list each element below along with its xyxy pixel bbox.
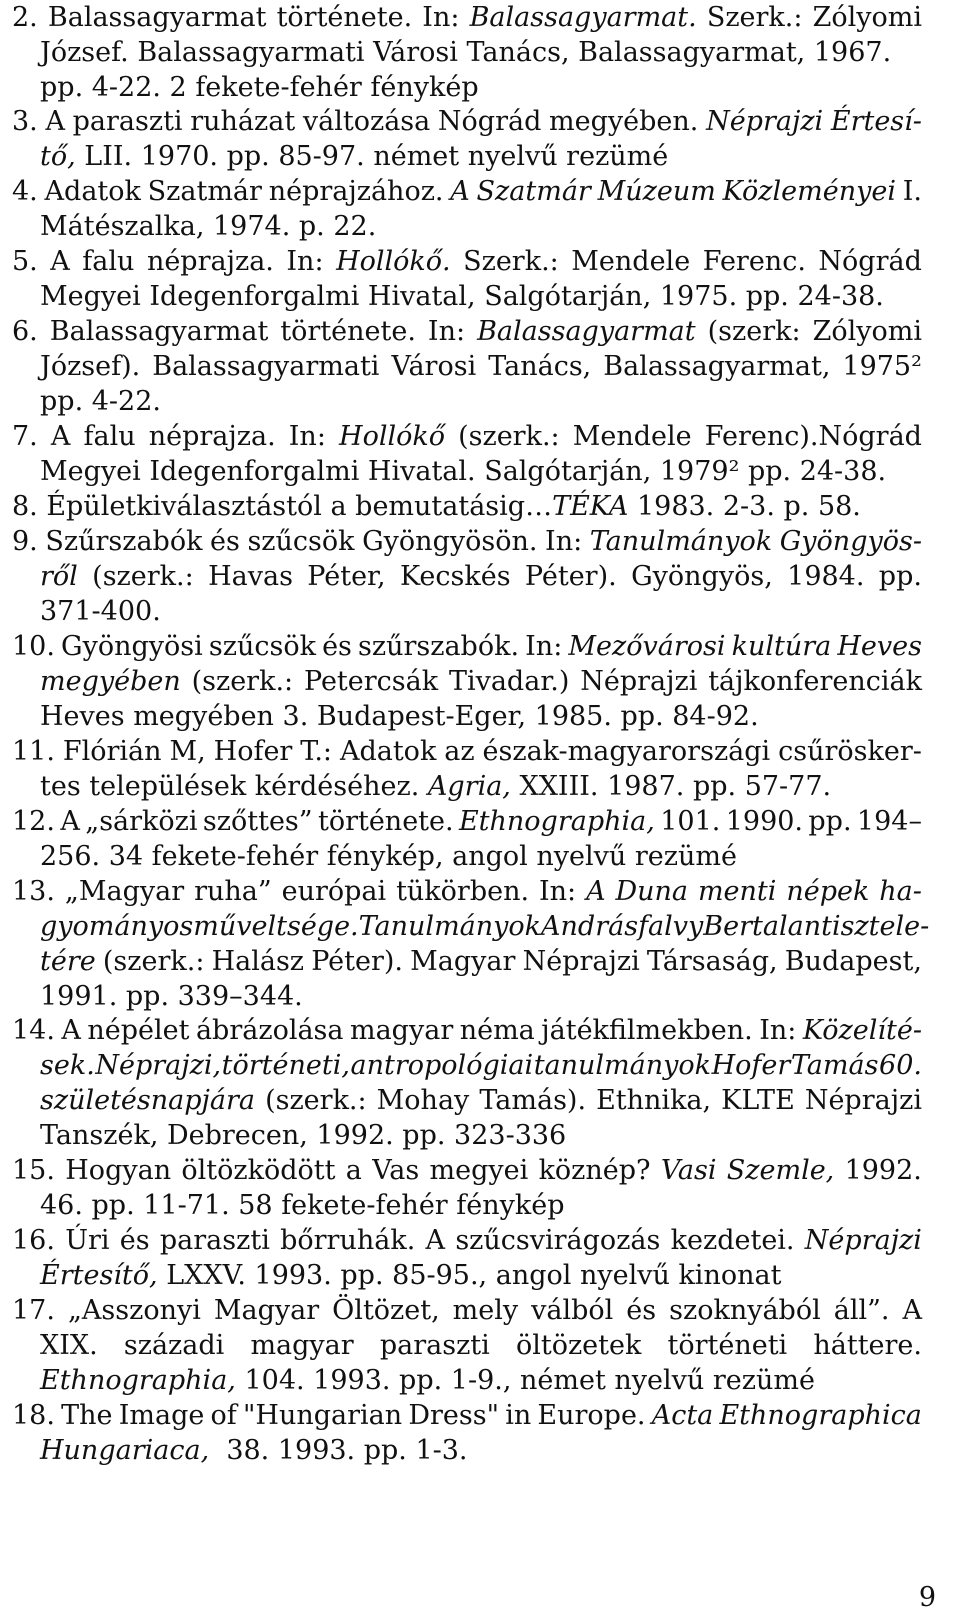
entry-text: szőttes”: [202, 806, 313, 837]
entry-text: Magyar: [410, 946, 516, 977]
italic-text: Szatmár: [476, 176, 591, 207]
entry-line: [12, 244, 922, 279]
entry-text: szűrszabók.: [358, 631, 520, 662]
entry-line: [40, 454, 922, 489]
entry-text: A: [60, 806, 80, 837]
entry-text: 15.: [12, 1155, 55, 1186]
italic-text: megyében: [40, 666, 181, 697]
entry-text: történeti: [667, 1330, 788, 1361]
entry-text: Tanács,: [488, 351, 592, 382]
italic-text: Bertalan: [703, 911, 822, 942]
italic-text: Hollókő: [339, 421, 445, 452]
entry-text: „Magyar: [64, 876, 185, 907]
entry-text: falu: [82, 246, 135, 277]
entry-text: története.: [280, 316, 416, 347]
entry-line: [40, 279, 922, 314]
entry-text: „Asszonyi: [67, 1295, 201, 1326]
entry-line: [12, 1223, 922, 1258]
italic-text: Duna: [615, 876, 689, 907]
entry-line: [40, 209, 922, 244]
italic-text: menti: [697, 876, 777, 907]
entry-text: Hofer: [213, 736, 293, 767]
entry-text: válból: [531, 1295, 614, 1326]
entry-text: In:: [288, 421, 326, 452]
entry-line: [40, 839, 922, 874]
entry-text: és: [322, 631, 352, 662]
italic-text: műveltsége.: [193, 911, 359, 942]
entry-text: of: [210, 1400, 237, 1431]
entry-text: néprajza.: [148, 421, 276, 452]
italic-text: Néprajzi,: [95, 1050, 222, 1081]
entry-text: és: [210, 526, 240, 557]
entry-text: Szűrszabók: [45, 526, 203, 557]
entry-text: szűcsök: [208, 631, 316, 662]
italic-text: Ethnographia,: [458, 806, 655, 837]
entry-text: Péter).: [524, 561, 617, 592]
entry-text: a: [345, 1155, 362, 1186]
entry-text: tükörben.: [396, 876, 530, 907]
entry-text: Havas: [208, 561, 293, 592]
entry-text: Balassagyarmat: [49, 316, 269, 347]
entry-text: LII. 1970. pp. 85-97. német nyelvű rezümé: [75, 141, 669, 172]
entry-text: (szerk.:: [265, 1085, 367, 1116]
entry-text: T.:: [300, 736, 333, 767]
italic-text: népek: [786, 876, 870, 907]
entry-text: Halász: [211, 946, 305, 977]
italic-text: antropológiai: [350, 1050, 534, 1081]
italic-text: Tanulmányok: [358, 911, 542, 942]
entry-text: Öltözet,: [332, 1295, 440, 1326]
entry-text: Kecskés: [399, 561, 511, 592]
entry-text: szoknyából: [669, 1295, 821, 1326]
entry-line: [40, 1118, 922, 1153]
italic-text: Vasi: [660, 1155, 717, 1186]
entry-text: József).: [40, 351, 141, 382]
entry-text: néma: [459, 1015, 535, 1046]
entry-line: [40, 769, 922, 804]
entry-text: néprajzához.: [268, 176, 444, 207]
italic-text: Értesí-: [830, 106, 922, 137]
entry-text: The: [61, 1400, 113, 1431]
entry-text: (szerk.:: [92, 561, 194, 592]
entry-text: XIX.: [40, 1330, 98, 1361]
entry-line: [12, 0, 922, 35]
italic-text: Agria,: [427, 771, 511, 802]
entry-text: 6.: [12, 316, 38, 347]
entry-text: 12.: [12, 806, 55, 837]
entry-text: ruházat: [190, 106, 296, 137]
entry-text: Gyöngyösi: [61, 631, 203, 662]
entry-text: KLTE: [721, 1085, 795, 1116]
entry-line: [40, 384, 922, 419]
entry-text: észak-magyarországi: [482, 736, 771, 767]
entry-text: 1975²: [842, 351, 922, 382]
entry-text: 8. Épületkiválasztástól a bemutatásig…: [12, 491, 553, 522]
entry-text: XXIII. 1987. pp. 57-77.: [510, 771, 832, 802]
entry-text: Adatok: [339, 736, 437, 767]
entry-text: In:: [286, 246, 324, 277]
entry-line: [12, 524, 922, 559]
italic-text: Balassagyarmat: [477, 316, 696, 347]
entry-line: [12, 104, 922, 139]
entry-text: pp. 4-22.: [40, 386, 161, 417]
italic-text: tő,: [40, 141, 76, 172]
entry-text: ábrázolása: [195, 1015, 344, 1046]
entry-line: [40, 349, 922, 384]
italic-text: TÉKA: [552, 491, 629, 522]
entry-text: Szerk.:: [463, 246, 559, 277]
entry-text: 4.: [12, 176, 38, 207]
entry-text: megyei: [429, 1155, 529, 1186]
entry-text: 1984.: [787, 561, 865, 592]
entry-line: [40, 594, 922, 629]
entry-text: Mendele: [571, 246, 691, 277]
entry-text: 9.: [12, 526, 38, 557]
italic-text: 60.: [879, 1050, 922, 1081]
entry-text: Image: [118, 1400, 205, 1431]
entry-line: [12, 1013, 922, 1048]
entry-text: 10.: [12, 631, 55, 662]
entry-text: Vas: [372, 1155, 420, 1186]
italic-text: tanulmányok: [533, 1050, 712, 1081]
entry-text: Ethnika,: [596, 1085, 712, 1116]
entry-text: Dress": [408, 1400, 499, 1431]
entry-text: "Hungarian: [242, 1400, 403, 1431]
entry-text: I.: [902, 176, 922, 207]
entry-text: paraszti: [159, 1225, 270, 1256]
entry-text: Flórián: [62, 736, 162, 767]
entry-line: [40, 944, 922, 979]
entry-text: paraszti: [72, 106, 183, 137]
italic-text: kultúra: [731, 631, 832, 662]
entry-line: [12, 629, 922, 664]
entry-text: Europe.: [537, 1400, 646, 1431]
entry-text: magyar: [250, 1330, 354, 1361]
italic-text: Mezővárosi: [568, 631, 726, 662]
entry-line: [12, 419, 922, 454]
entry-text: köznép?: [538, 1155, 651, 1186]
entry-text: Balassagyarmat: [47, 2, 267, 33]
entry-line: [40, 1363, 922, 1398]
entry-text: A: [45, 106, 65, 137]
italic-text: születésnapjára: [40, 1085, 256, 1116]
italic-text: Ethnographica: [719, 1400, 922, 1431]
italic-text: Tamás: [790, 1050, 879, 1081]
entry-text: Hogyan: [65, 1155, 172, 1186]
entry-line: [40, 1048, 922, 1083]
entry-text: In:: [525, 631, 563, 662]
entry-text: Városi: [391, 351, 477, 382]
entry-text: ruha”: [194, 876, 272, 907]
entry-text: Mohay: [376, 1085, 470, 1116]
entry-text: (szerk.:: [102, 946, 205, 977]
entry-text: József. Balassagyarmati Városi Tanács, Balassagyarmat, 1967.: [40, 37, 892, 68]
entry-text: A: [50, 421, 71, 452]
italic-text: Hofer: [711, 1050, 791, 1081]
entry-text: Szerk.:: [706, 2, 803, 33]
italic-text: Közleményei: [722, 176, 896, 207]
entry-text: Péter,: [307, 561, 386, 592]
entry-text: tes települések kérdéséhez.: [40, 771, 428, 802]
entry-line: [40, 1083, 922, 1118]
entry-text: 371-400.: [40, 596, 161, 627]
entry-text: A: [61, 1015, 81, 1046]
entry-line: [12, 174, 922, 209]
entry-text: M,: [169, 736, 206, 767]
entry-text: in: [505, 1400, 532, 1431]
entry-text: játékfilmekben.: [541, 1015, 753, 1046]
entry-text: Ferenc).Nógrád: [704, 421, 922, 452]
italic-text: Hollókő.: [336, 246, 451, 277]
italic-text: tisztele-: [821, 911, 930, 942]
entry-text: és: [626, 1295, 657, 1326]
entry-text: Mátészalka, 1974. p. 22.: [40, 211, 377, 242]
entry-text: népélet: [87, 1015, 190, 1046]
entry-text: 1990.: [725, 806, 804, 837]
italic-text: Andrásfalvy: [541, 911, 704, 942]
entry-text: Gyöngyös,: [631, 561, 773, 592]
entry-text: megyében.: [549, 106, 699, 137]
entry-line: [40, 559, 922, 594]
italic-text: Néprajzi: [706, 106, 824, 137]
entry-text: In:: [427, 316, 466, 347]
entry-line: [40, 1258, 922, 1293]
italic-text: Múzeum: [597, 176, 716, 207]
entry-text: 104. 1993. pp. 1-9., német nyelvű rezümé: [235, 1365, 815, 1396]
italic-text: A: [586, 876, 606, 907]
entry-line: [40, 1328, 922, 1363]
entry-line: [12, 489, 922, 524]
italic-text: gyományos: [40, 911, 194, 942]
entry-text: In:: [538, 876, 577, 907]
entry-text: Megyei Idegenforgalmi Hivatal, Salgótarján, 1975. pp. 24-38.: [40, 281, 884, 312]
entry-text: bőrruhák.: [280, 1225, 416, 1256]
entry-line: [12, 1398, 922, 1433]
entry-text: tájkonferenciák: [708, 666, 922, 697]
entry-text: LXXV. 1993. pp. 85-95., angol nyelvű kinonat: [157, 1260, 782, 1291]
entry-text: 1991. pp. 339–344.: [40, 981, 303, 1012]
entry-text: paraszti: [379, 1330, 490, 1361]
entry-text: Petercsák: [303, 666, 439, 697]
entry-text: A: [50, 246, 70, 277]
entry-text: és: [119, 1225, 150, 1256]
entry-text: Nógrád: [437, 106, 542, 137]
entry-text: Nógrád: [818, 246, 922, 277]
entry-text: Megyei Idegenforgalmi Hivatal. Salgótarján, 1979² pp. 24-38.: [40, 456, 887, 487]
entry-text: 3.: [12, 106, 38, 137]
entry-text: Úri: [65, 1225, 110, 1256]
entry-line: [40, 699, 922, 734]
entry-line: [40, 909, 930, 944]
entry-text: Ferenc.: [702, 246, 806, 277]
entry-text: csűrösker-: [778, 736, 922, 767]
entry-line: [12, 734, 922, 769]
entry-text: 1983. 2-3. p. 58.: [628, 491, 861, 522]
entry-text: 256. 34 fekete-fehér fénykép, angol nyelvű rezümé: [40, 841, 737, 872]
italic-text: Acta: [651, 1400, 714, 1431]
entry-text: magyar: [349, 1015, 454, 1046]
entry-text: (szerk.:: [191, 666, 294, 697]
entry-text: 17.: [12, 1295, 55, 1326]
italic-text: sek.: [40, 1050, 95, 1081]
entry-text: (szerk:: [707, 316, 801, 347]
entry-text: 5.: [12, 246, 38, 277]
entry-line: [12, 1293, 922, 1328]
entry-text: Budapest,: [784, 946, 922, 977]
entry-text: „sárközi: [85, 806, 198, 837]
italic-text: Gyöngyös-: [779, 526, 922, 557]
entry-line: [40, 1433, 922, 1468]
entry-text: története.: [276, 2, 413, 33]
entry-text: Néprajzi: [580, 666, 698, 697]
entry-text: változása: [302, 106, 431, 137]
entry-text: A: [425, 1225, 446, 1256]
entry-line: [40, 664, 922, 699]
entry-text: mely: [452, 1295, 519, 1326]
italic-text: Szemle,: [726, 1155, 835, 1186]
entry-text: pp. 4-22. 2 fekete-fehér fénykép: [40, 72, 479, 103]
italic-text: tére: [40, 946, 96, 977]
entry-text: In:: [545, 526, 583, 557]
italic-text: A: [450, 176, 470, 207]
entry-line: [12, 804, 922, 839]
entry-text: 1992.: [844, 1155, 922, 1186]
entry-text: 2.: [12, 2, 38, 33]
entry-text: néprajza.: [146, 246, 274, 277]
entry-text: Társaság,: [646, 946, 778, 977]
entry-text: Mendele: [572, 421, 692, 452]
entry-text: pp.: [808, 806, 852, 837]
entry-text: Zólyomi: [812, 2, 922, 33]
entry-text: Tivadar.): [448, 666, 570, 697]
entry-text: 101.: [660, 806, 721, 837]
italic-text: Hungariaca,: [40, 1435, 210, 1466]
entry-text: 38. 1993. pp. 1-3.: [209, 1435, 468, 1466]
entry-text: 194–: [856, 806, 922, 837]
entry-text: századi: [123, 1330, 225, 1361]
entry-text: Heves megyében 3. Budapest-Eger, 1985. pp. 84-92.: [40, 701, 759, 732]
entry-text: 13.: [12, 876, 55, 907]
entry-text: Szatmár: [147, 176, 262, 207]
entry-text: 46. pp. 11-71. 58 fekete-fehér fénykép: [40, 1190, 565, 1221]
entry-text: Balassagyarmati: [152, 351, 380, 382]
italic-text: Néprajzi: [804, 1225, 922, 1256]
italic-text: Ethnographia,: [40, 1365, 236, 1396]
entry-text: A: [902, 1295, 922, 1326]
italic-text: történeti,: [221, 1050, 350, 1081]
entry-text: Balassagyarmat,: [603, 351, 831, 382]
entry-text: európai: [281, 876, 387, 907]
entry-text: 14.: [12, 1015, 55, 1046]
entry-text: Néprajzi: [522, 946, 640, 977]
entry-line: [40, 1188, 922, 1223]
entry-text: Tamás).: [479, 1085, 587, 1116]
entry-text: In:: [422, 2, 460, 33]
entry-line: [40, 139, 922, 174]
entry-line: [12, 1153, 922, 1188]
entry-text: Gyöngyösön.: [362, 526, 538, 557]
entry-text: szűcsvirágozás: [455, 1225, 661, 1256]
italic-text: Közelíté-: [802, 1015, 922, 1046]
entry-text: 7.: [12, 421, 38, 452]
entry-text: áll”.: [833, 1295, 890, 1326]
entry-text: (szerk.:: [458, 421, 560, 452]
italic-text: Értesítő,: [40, 1260, 158, 1291]
page-number: 9: [918, 1582, 936, 1613]
entry-text: In:: [759, 1015, 797, 1046]
entry-line: [12, 874, 922, 909]
italic-text: Tanulmányok: [589, 526, 773, 557]
entry-text: 16.: [12, 1225, 55, 1256]
entry-text: Péter).: [311, 946, 403, 977]
entry-line: [40, 35, 922, 70]
italic-text: ről: [40, 561, 78, 592]
entry-line: [40, 70, 922, 105]
entry-text: kezdetei.: [670, 1225, 795, 1256]
entry-text: Tanszék, Debrecen, 1992. pp. 323-336: [40, 1120, 567, 1151]
entry-text: falu: [83, 421, 136, 452]
italic-text: ha-: [879, 876, 922, 907]
entry-line: [40, 979, 922, 1014]
entry-text: Néprajzi: [804, 1085, 922, 1116]
italic-text: Heves: [837, 631, 922, 662]
entry-text: szűcsök: [247, 526, 355, 557]
entry-text: 11.: [12, 736, 55, 767]
entry-text: pp.: [878, 561, 922, 592]
entry-text: öltözetek: [515, 1330, 642, 1361]
entry-text: az: [444, 736, 475, 767]
entry-text: Zólyomi: [812, 316, 922, 347]
entry-text: 18.: [12, 1400, 55, 1431]
entry-text: története.: [317, 806, 454, 837]
entry-text: Magyar: [213, 1295, 320, 1326]
italic-text: Balassagyarmat.: [469, 2, 697, 33]
entry-text: öltözködött: [181, 1155, 336, 1186]
entry-text: háttere.: [813, 1330, 922, 1361]
entry-text: Adatok: [44, 176, 141, 207]
entry-line: [12, 314, 922, 349]
